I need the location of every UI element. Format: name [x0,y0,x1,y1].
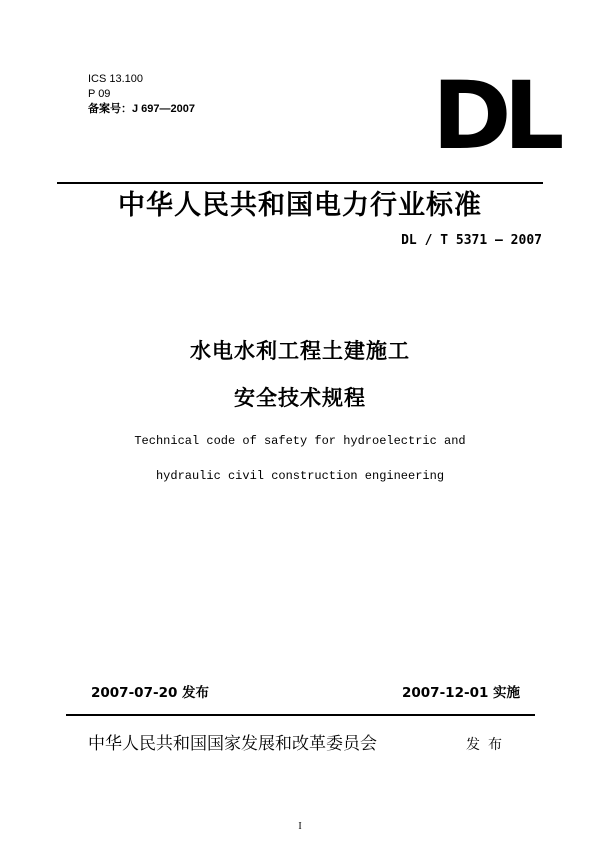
english-title-line-2: hydraulic civil construction engineering [155,469,445,483]
english-title-line-1: Technical code of safety for hydroelectric and [134,434,466,448]
effective-date: 2007-12-01 实施 [402,685,521,701]
page-number: I [298,821,302,832]
dl-logo: DL [432,62,557,171]
issue-verb: 发布 [466,737,510,753]
record-number: 备案号：J 697—2007 [88,103,195,115]
issue-date: 2007-07-20 发布 [91,685,210,701]
document-title-line-1: 水电水利工程土建施工 [190,339,410,363]
bottom-rule [66,714,535,716]
ics-code: ICS 13.100 [88,73,144,85]
standard-number: DL / T 5371 — 2007 [401,233,542,248]
issuing-authority: 中华人民共和国国家发展和改革委员会 [88,734,377,754]
top-rule [57,182,543,184]
standard-category-title: 中华人民共和国电力行业标准 [118,190,482,221]
document-title-line-2: 安全技术规程 [234,386,366,410]
classification-code: P 09 [88,88,111,100]
